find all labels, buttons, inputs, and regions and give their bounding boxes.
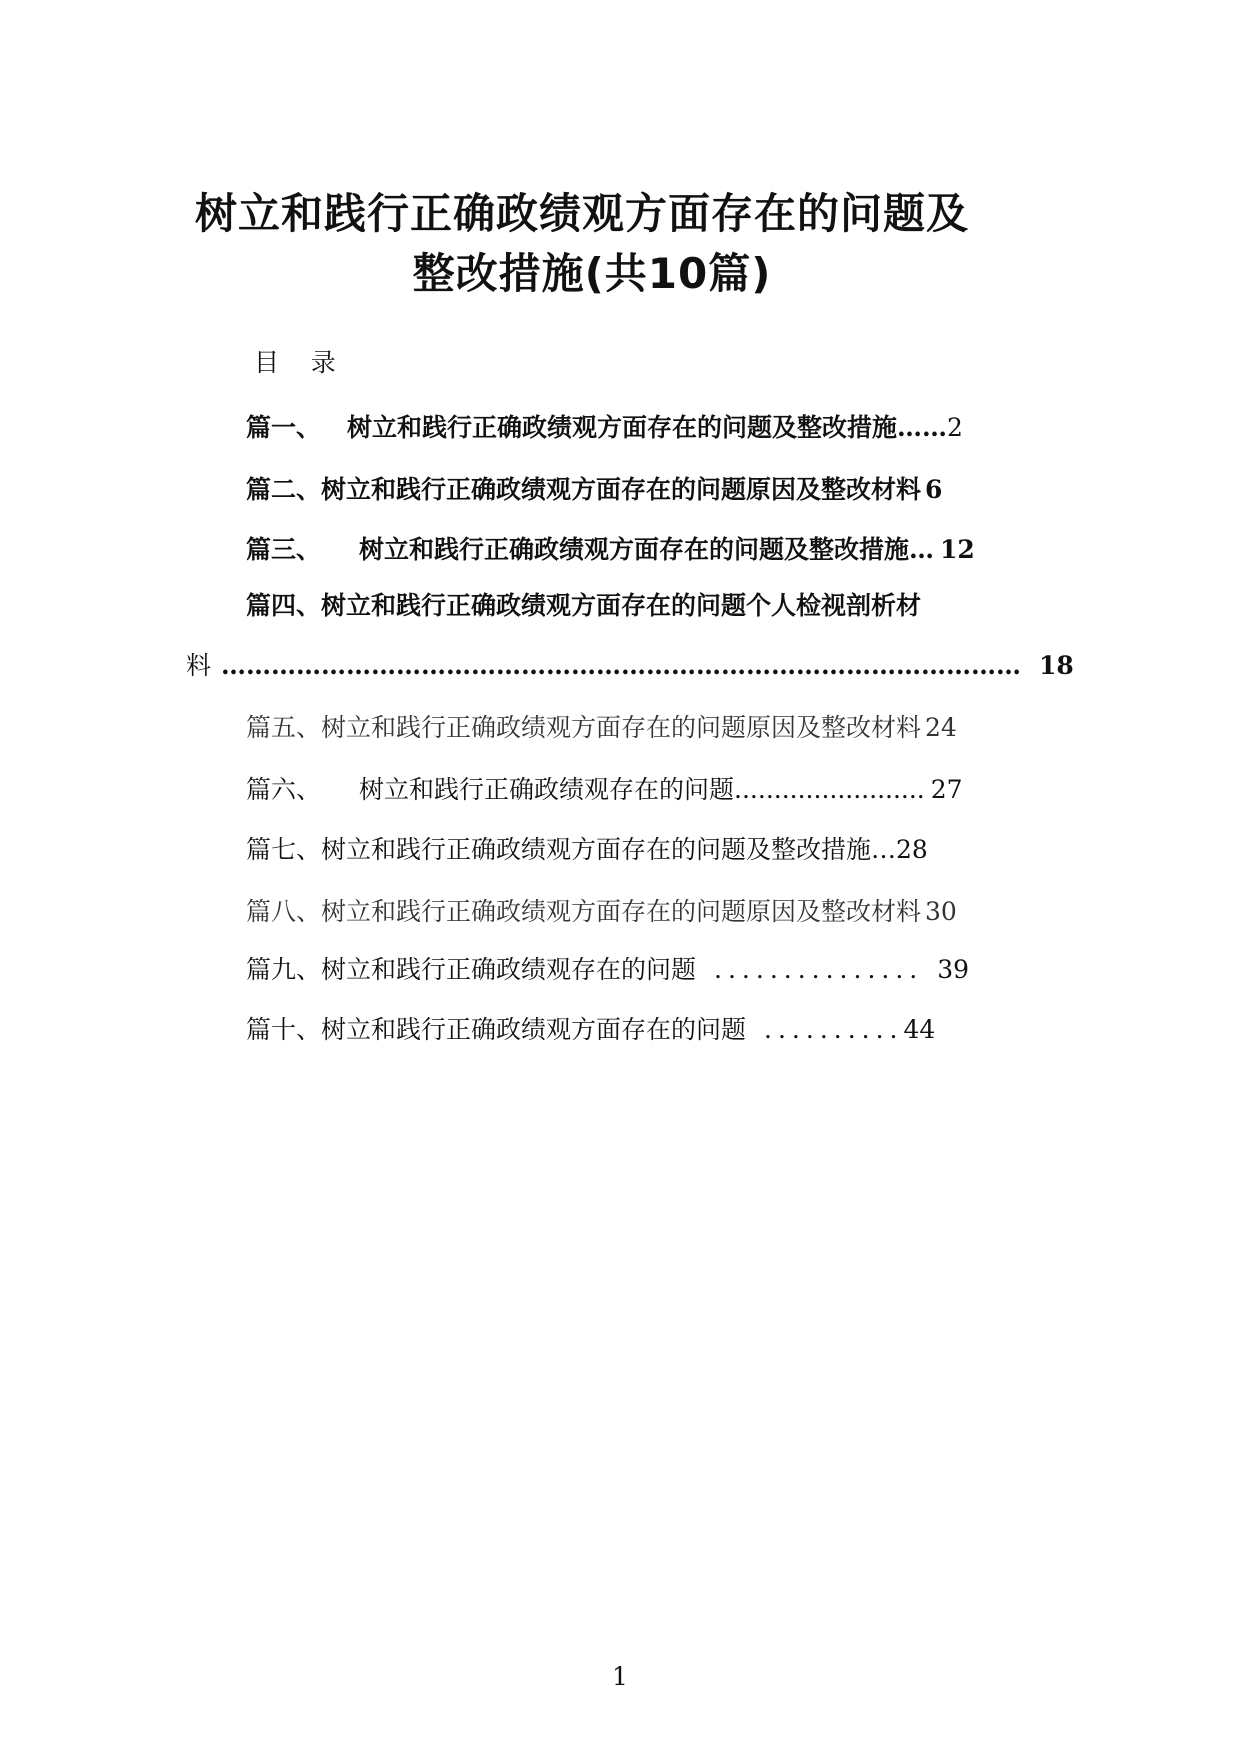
toc-entry-page: 18	[1039, 651, 1074, 680]
toc-entry-label: 篇三、	[246, 535, 322, 564]
toc-entry-2[interactable]	[246, 470, 942, 510]
toc-entry-label: 篇七、	[246, 835, 322, 864]
toc-entry-8[interactable]	[246, 892, 957, 932]
toc-entry-3[interactable]	[246, 530, 975, 570]
document-title-line-1: 树立和践行正确政绩观方面存在的问题及	[194, 189, 969, 238]
toc-entry-title: 树立和践行正确政绩观方面存在的问题个人检视剖析材	[321, 591, 922, 620]
toc-entry-leader: ........................	[734, 775, 925, 804]
toc-entry-10[interactable]	[246, 1010, 935, 1050]
toc-entry-leader: ...............	[714, 955, 924, 984]
toc-entry-title: 树立和践行正确政绩观方面存在的问题及整改措施	[321, 835, 872, 864]
toc-entry-title: 树立和践行正确政绩观方面存在的问题原因及整改材料	[321, 713, 922, 742]
toc-entry-title-continuation: 料	[186, 651, 212, 680]
toc-entry-page: 2	[947, 413, 963, 442]
toc-entry-5[interactable]	[246, 708, 957, 748]
toc-entry-page: 27	[930, 775, 963, 804]
toc-entry-6[interactable]	[246, 770, 963, 810]
toc-entry-page: 12	[940, 535, 975, 564]
toc-entry-label: 篇九、	[246, 955, 322, 984]
toc-entry-page: 6	[925, 475, 943, 504]
toc-entry-title: 树立和践行正确政绩观存在的问题	[359, 775, 735, 804]
toc-entry-4[interactable]	[246, 586, 921, 626]
toc-entry-title: 树立和践行正确政绩观方面存在的问题	[321, 1015, 747, 1044]
toc-entry-4-continuation[interactable]	[186, 646, 1074, 686]
toc-entry-label: 篇五、	[246, 713, 322, 742]
toc-entry-7[interactable]	[246, 830, 928, 870]
toc-entry-leader: ..........	[764, 1015, 904, 1044]
toc-entry-page: 24	[925, 713, 957, 742]
toc-entry-leader: …	[909, 535, 935, 564]
toc-entry-title: 树立和践行正确政绩观方面存在的问题及整改措施	[347, 413, 898, 442]
toc-entry-label: 篇二、	[246, 475, 322, 504]
toc-entry-page: 44	[903, 1015, 936, 1044]
toc-entry-leader: ……………………………………………………………………………………	[221, 651, 1022, 680]
toc-entry-title: 树立和践行正确政绩观方面存在的问题及整改措施	[359, 535, 910, 564]
toc-entry-page: 28	[896, 835, 928, 864]
toc-entry-9[interactable]	[246, 950, 969, 990]
document-title-line-2: 整改措施(共10篇)	[412, 249, 772, 298]
toc-entry-label: 篇一、	[246, 413, 322, 442]
toc-entry-label: 篇四、	[246, 591, 322, 620]
toc-entry-1[interactable]	[246, 408, 963, 448]
toc-entry-title: 树立和践行正确政绩观存在的问题	[321, 955, 697, 984]
toc-entry-leader: ……	[897, 413, 948, 442]
toc-entry-page: 39	[937, 955, 970, 984]
page-number: 1	[612, 1662, 628, 1691]
toc-entry-leader: …	[871, 835, 897, 864]
toc-entry-label: 篇六、	[246, 775, 322, 804]
toc-entry-label: 篇十、	[246, 1015, 322, 1044]
toc-heading: 目 录	[254, 348, 336, 377]
toc-entry-page: 30	[925, 897, 957, 926]
toc-entry-label: 篇八、	[246, 897, 322, 926]
toc-entry-title: 树立和践行正确政绩观方面存在的问题原因及整改材料	[321, 897, 922, 926]
toc-entry-title: 树立和践行正确政绩观方面存在的问题原因及整改材料	[321, 475, 922, 504]
